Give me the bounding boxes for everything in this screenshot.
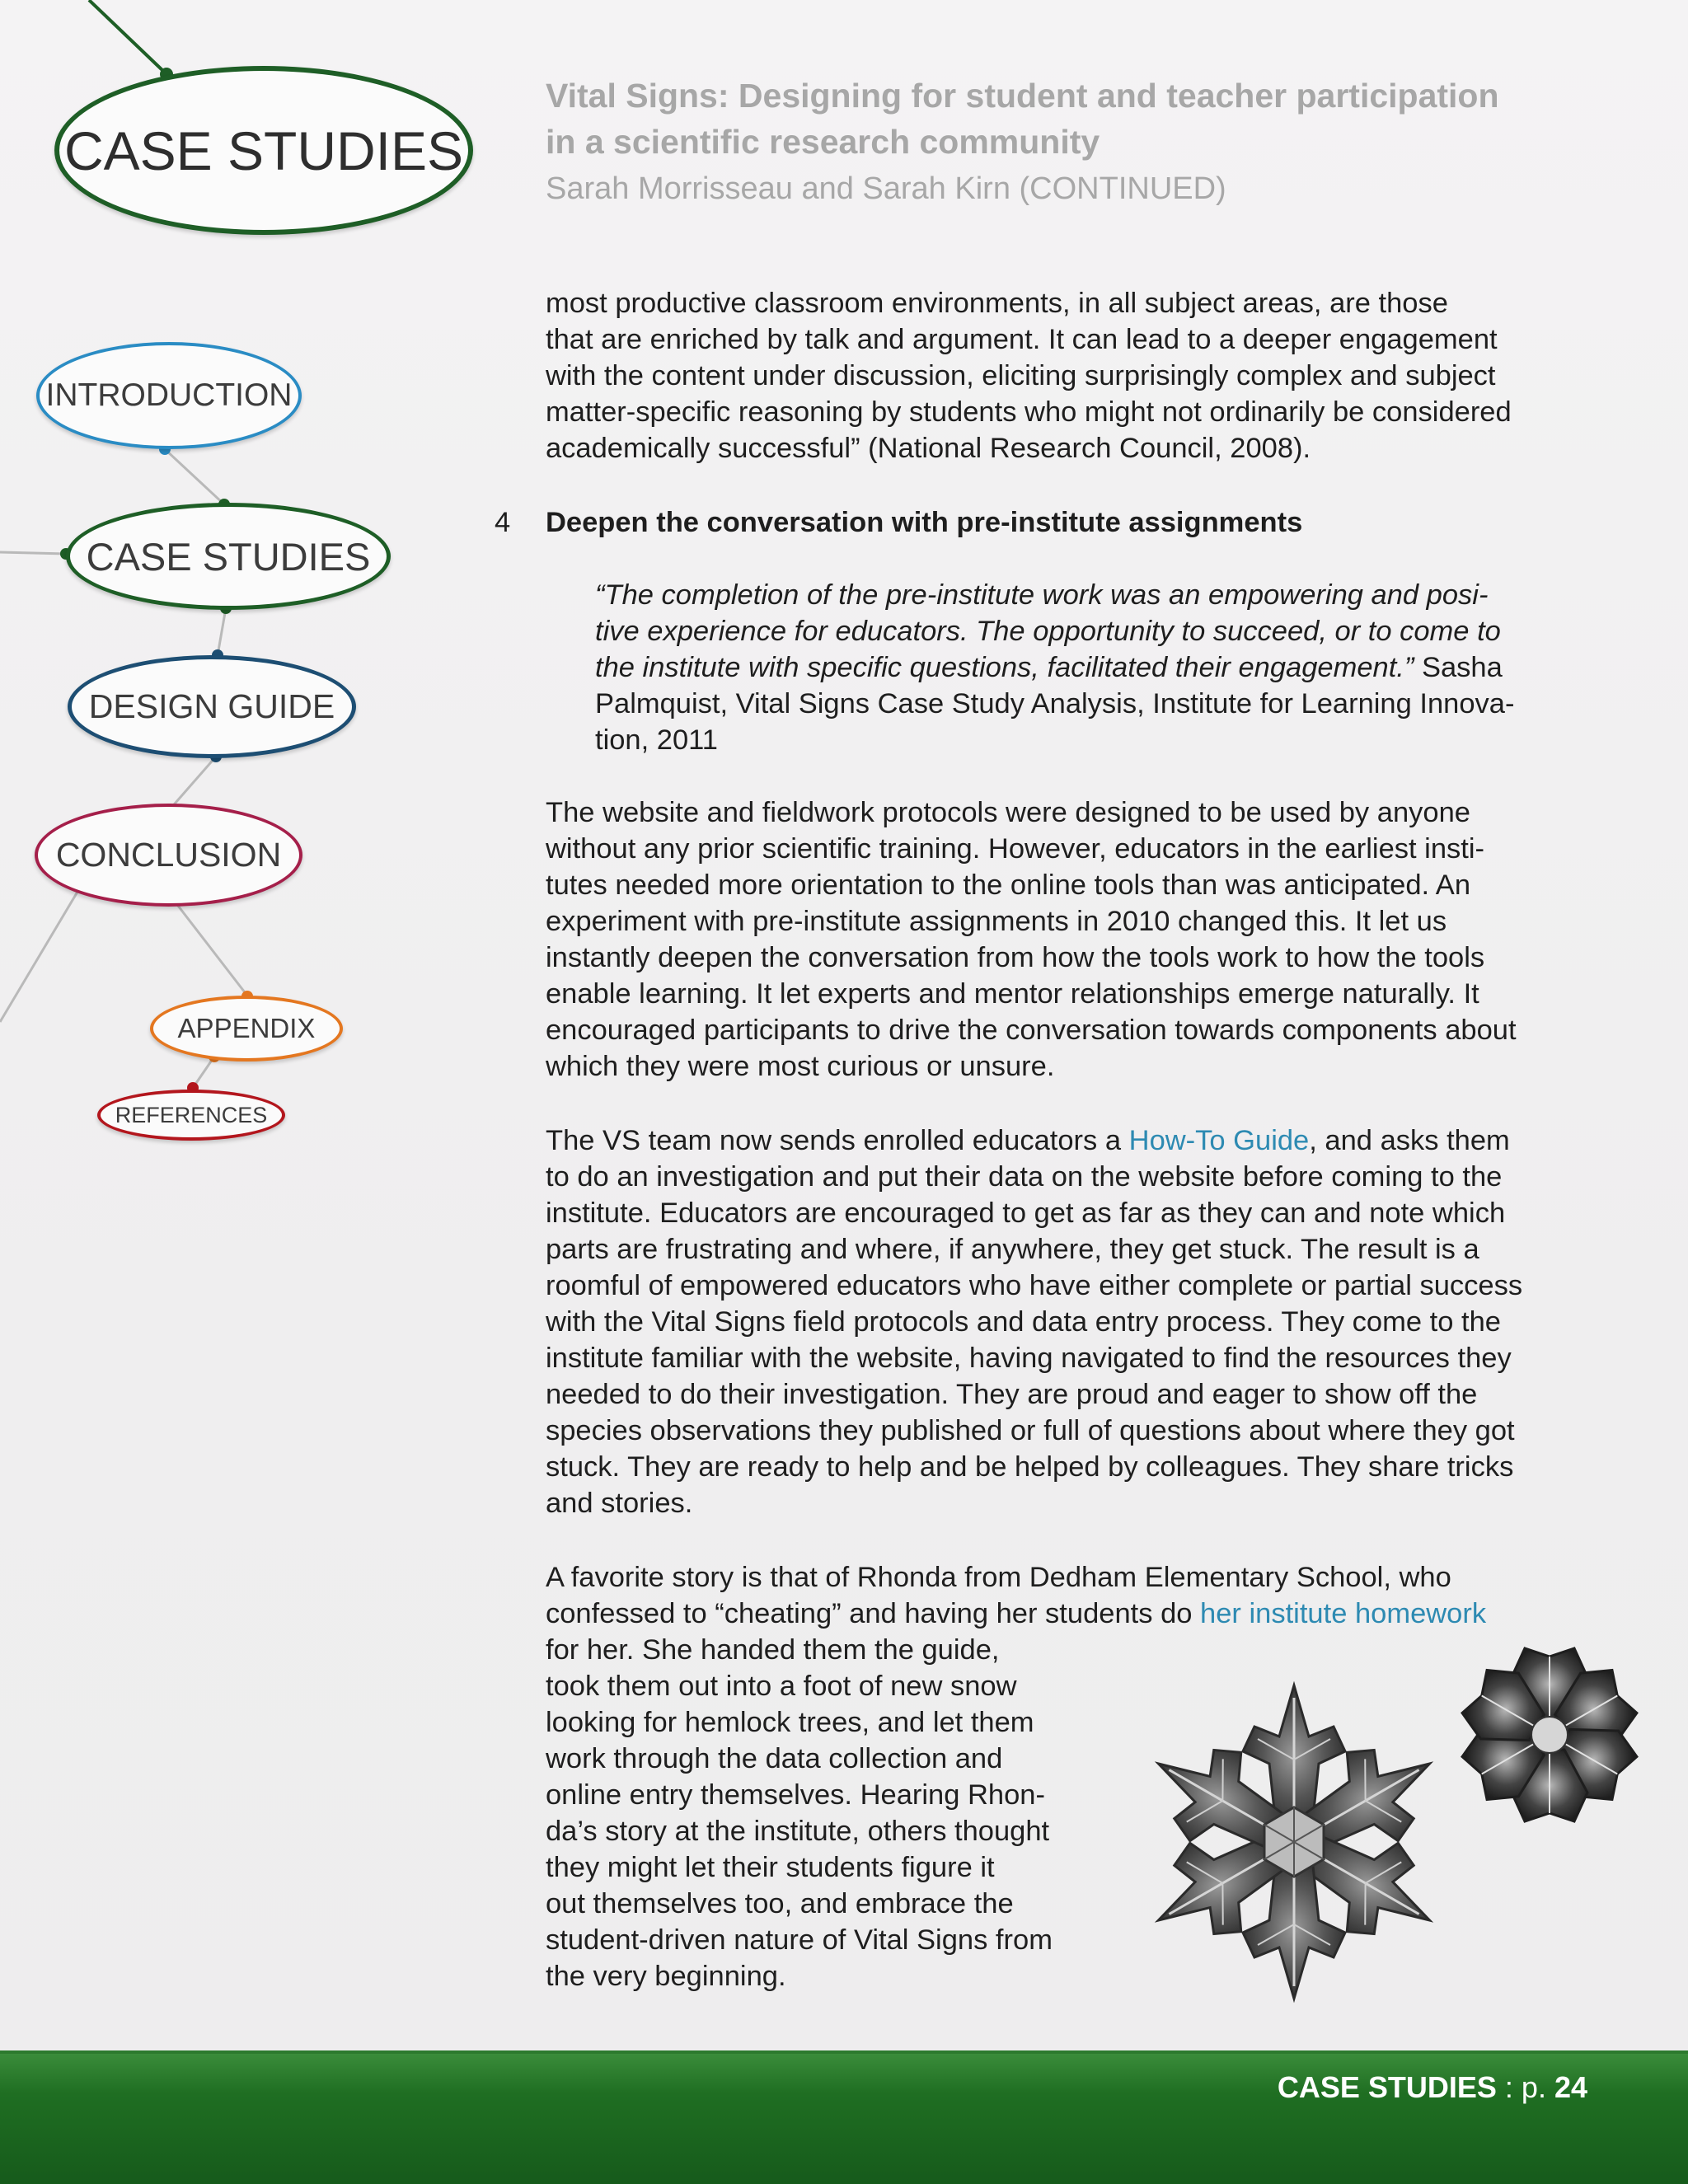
paragraph-1 bbox=[546, 285, 1512, 466]
page-title-line: in a scientific research community bbox=[546, 123, 1100, 161]
text-line: instantly deepen the conversation from how the tools work to how the tools bbox=[546, 942, 1485, 973]
text-line: A favorite story is that of Rhonda from Dedham Elementary School, who bbox=[546, 1562, 1451, 1593]
text-line: encouraged participants to drive the conversation towards components about bbox=[546, 1015, 1517, 1046]
nav-design-guide-label: DESIGN GUIDE bbox=[88, 687, 335, 725]
nav-case-studies-label: CASE STUDIES bbox=[86, 534, 371, 579]
text-line: institute familiar with the website, having navigated to find the resources they bbox=[546, 1343, 1512, 1374]
paragraph-3 bbox=[546, 1122, 1522, 1521]
snowflake-icon bbox=[1129, 1640, 1665, 2019]
text-line: out themselves too, and embrace the bbox=[546, 1888, 1014, 1919]
footer-section: CASE STUDIES bbox=[1277, 2070, 1497, 2104]
nav-references[interactable] bbox=[97, 1090, 285, 1141]
text-line: looking for hemlock trees, and let them bbox=[546, 1707, 1034, 1738]
text-line: species observations they published or full of questions about where they got bbox=[546, 1415, 1515, 1446]
nav-introduction[interactable] bbox=[36, 342, 302, 449]
page-title-line: Vital Signs: Designing for student and teacher participation bbox=[546, 77, 1499, 115]
nav-case-studies[interactable] bbox=[66, 503, 391, 610]
quote-attribution: Palmquist, Vital Signs Case Study Analysis, Institute for Learning Innova- bbox=[595, 688, 1515, 719]
quote-attribution: Sasha bbox=[1414, 652, 1503, 683]
section-title-badge bbox=[54, 66, 473, 235]
text-line: they might let their students figure it bbox=[546, 1852, 995, 1883]
footer-separator: : p. bbox=[1496, 2070, 1554, 2104]
text-fragment: confessed to “cheating” and having her students do bbox=[546, 1598, 1201, 1629]
nav-design-guide[interactable] bbox=[68, 655, 356, 758]
text-line: roomful of empowered educators who have either complete or partial success bbox=[546, 1270, 1523, 1301]
text-line: The website and fieldwork protocols were designed to be used by anyone bbox=[546, 797, 1470, 828]
text-line: the very beginning. bbox=[546, 1961, 786, 1992]
text-line: student-driven nature of Vital Signs from bbox=[546, 1924, 1053, 1956]
text-line: academically successful” (National Research Council, 2008). bbox=[546, 433, 1311, 464]
text-line bbox=[546, 1596, 1486, 1632]
nav-introduction-label: INTRODUCTION bbox=[45, 377, 293, 413]
text-line: most productive classroom environments, in all subject areas, are those bbox=[546, 288, 1448, 319]
authors: Sarah Morrisseau and Sarah Kirn (CONTINUED) bbox=[546, 171, 1226, 206]
text-fragment: The VS team now sends enrolled educators a bbox=[546, 1125, 1129, 1156]
text-line: institute. Educators are encouraged to get as far as they can and note which bbox=[546, 1197, 1506, 1229]
text-line: to do an investigation and put their data on the website before coming to the bbox=[546, 1161, 1503, 1193]
text-line: without any prior scientific training. However, educators in the earliest insti- bbox=[546, 833, 1485, 865]
nav-appendix-label: APPENDIX bbox=[177, 1013, 316, 1043]
quote-text: “The completion of the pre-institute work was an empowering and posi- bbox=[595, 579, 1489, 611]
text-line: stuck. They are ready to help and be helped by colleagues. They share tricks bbox=[546, 1451, 1514, 1483]
how-to-guide-link[interactable]: How-To Guide bbox=[1128, 1125, 1310, 1156]
text-line: with the content under discussion, eliciting surprisingly complex and subject bbox=[546, 360, 1496, 391]
step-number: 4 bbox=[495, 507, 511, 538]
text-line: enable learning. It let experts and mentor relationships emerge naturally. It bbox=[546, 978, 1479, 1010]
text-line: took them out into a foot of new snow bbox=[546, 1671, 1017, 1702]
nav-conclusion-label: CONCLUSION bbox=[55, 836, 282, 874]
quote-text: the institute with specific questions, facilitated their engagement.” bbox=[595, 652, 1414, 683]
page-indicator bbox=[1278, 2070, 1587, 2105]
text-line: tutes needed more orientation to the online tools than was anticipated. An bbox=[546, 869, 1471, 901]
text-line: da’s story at the institute, others thought bbox=[546, 1816, 1050, 1847]
text-line: and stories. bbox=[546, 1488, 693, 1519]
quote-attribution: tion, 2011 bbox=[595, 724, 718, 756]
text-fragment: , and asks them bbox=[1309, 1125, 1510, 1156]
text-line: matter-specific reasoning by students who might not ordinarily be considered bbox=[546, 396, 1512, 428]
footer-bar bbox=[0, 2050, 1688, 2184]
text-line bbox=[546, 1122, 1522, 1159]
text-line: parts are frustrating and where, if anywhere, they get stuck. The result is a bbox=[546, 1234, 1479, 1265]
text-line: for her. She handed them the guide, bbox=[546, 1634, 1000, 1666]
text-line: with the Vital Signs field protocols and data entry process. They come to the bbox=[546, 1306, 1501, 1338]
step-heading: Deepen the conversation with pre-institute assignments bbox=[546, 507, 1303, 538]
text-line: which they were most curious or unsure. bbox=[546, 1051, 1055, 1082]
page-title bbox=[546, 73, 1650, 165]
text-line: experiment with pre-institute assignments in 2010 changed this. It let us bbox=[546, 906, 1447, 937]
text-line: that are enriched by talk and argument. It can lead to a deeper engagement bbox=[546, 324, 1498, 355]
nav-appendix[interactable] bbox=[150, 996, 343, 1062]
page-number: 24 bbox=[1554, 2070, 1587, 2104]
text-line: needed to do their investigation. They are proud and eager to show off the bbox=[546, 1379, 1478, 1410]
paragraph-2 bbox=[546, 794, 1517, 1085]
institute-homework-link[interactable]: her institute homework bbox=[1200, 1598, 1487, 1629]
section-title: CASE STUDIES bbox=[63, 120, 464, 181]
nav-conclusion[interactable] bbox=[35, 804, 302, 907]
quote-text: tive experience for educators. The opportunity to succeed, or to come to bbox=[595, 616, 1501, 647]
text-line: work through the data collection and bbox=[546, 1743, 1003, 1774]
quote-block bbox=[595, 577, 1514, 758]
nav-references-label: REFERENCES bbox=[115, 1102, 268, 1127]
text-line: online entry themselves. Hearing Rhon- bbox=[546, 1779, 1045, 1811]
